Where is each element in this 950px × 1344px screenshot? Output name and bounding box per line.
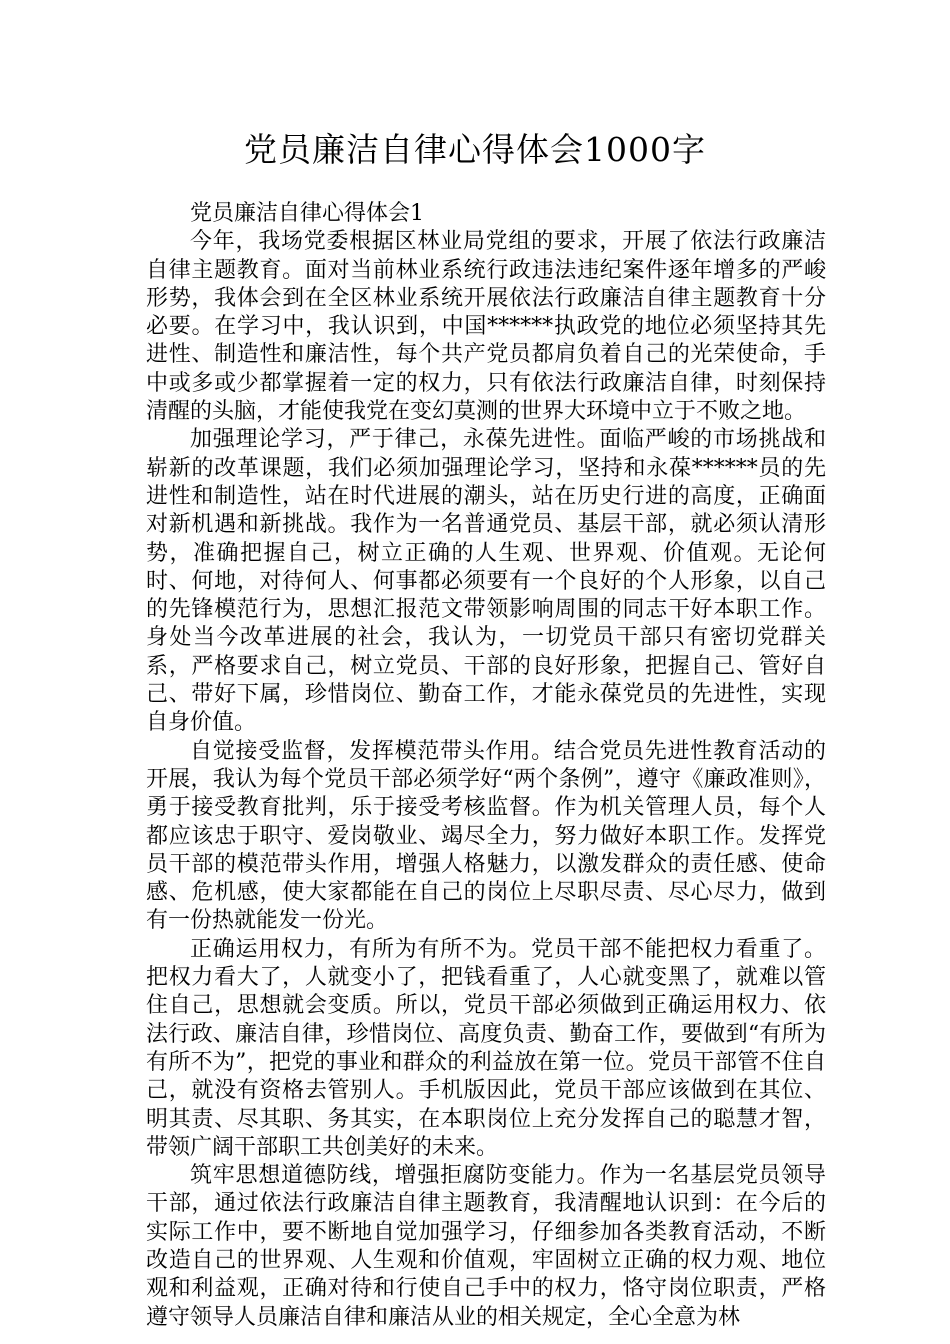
section-heading: 党员廉洁自律心得体会1	[190, 201, 424, 226]
paragraph-5: 筑牢思想道德防线，增强拒腐防变能力。作为一名基层党员领导干部，通过依法行政廉洁自律主题教育，我清醒地认识到：在今后的实际工作中，要不断地自觉加强学习，仔细参加各类教育活动，不断改造自己的世界观、人生观和价值观，牢固树立正确的权力观、地位观和利益观，正确对待和行使自己手中的权力，恪守岗位职责，严格遵守领导人员廉洁自律和廉洁从业的相关规定，全心全意为林	[146, 1163, 826, 1330]
paragraph-2: 加强理论学习，严于律己，永葆先进性。面临严峻的市场挑战和崭新的改革课题，我们必须加强理论学习，坚持和永葆******员的先进性和制造性，站在时代进展的潮头，站在历史行进的高度，正确面对新机遇和新挑战。我作为一名普通党员、基层干部，就必须认清形势，准确把握自己，树立正确的人生观、世界观、价值观。无论何时、何地，对待何人、何事都必须要有一个良好的个人形象，以自己的先锋模范行为，思想汇报范文带领影响周围的同志干好本职工作。身处当今改革进展的社会，我认为，一切党员干部只有密切党群关系，严格要求自己，树立党员、干部的良好形象，把握自己、管好自己、带好下属，珍惜岗位、勤奋工作，才能永葆党员的先进性，实现自身价值。	[146, 427, 826, 736]
document-body	[146, 200, 826, 1332]
paragraph-3: 自觉接受监督，发挥模范带头作用。结合党员先进性教育活动的开展，我认为每个党员干部必须学好“两个条例”，遵守《廉政准则》，勇于接受教育批判，乐于接受考核监督。作为机关管理人员，每个人都应该忠于职守、爱岗敬业、竭尽全力，努力做好本职工作。发挥党员干部的模范带头作用，增强人格魅力，以激发群众的责任感、使命感、危机感，使大家都能在自己的岗位上尽职尽责、尽心尽力，做到有一份热就能发一份光。	[146, 738, 826, 934]
paragraph-1: 今年，我场党委根据区林业局党组的要求，开展了依法行政廉洁自律主题教育。面对当前林业系统行政违法违纪案件逐年增多的严峻形势，我体会到在全区林业系统开展依法行政廉洁自律主题教育十分必要。在学习中，我认识到，中国******执政党的地位必须坚持其先进性、制造性和廉洁性，每个共产党员都肩负着自己的光荣使命，手中或多或少都掌握着一定的权力，只有依法行政廉洁自律，时刻保持清醒的头脑，才能使我党在变幻莫测的世界大环境中立于不败之地。	[146, 229, 826, 425]
document-title: 党员廉洁自律心得体会1000字	[244, 130, 706, 169]
paragraph-4: 正确运用权力，有所为有所不为。党员干部不能把权力看重了。把权力看大了，人就变小了，把钱看重了，人心就变黑了，就难以管住自己，思想就会变质。所以，党员干部必须做到正确运用权力、依法行政、廉洁自律，珍惜岗位、高度负责、勤奋工作，要做到“有所为有所不为”，把党的事业和群众的利益放在第一位。党员干部管不住自己，就没有资格去管别人。手机版因此，党员干部应该做到在其位、明其责、尽其职、务其实，在本职岗位上充分发挥自己的聪慧才智，带领广阔干部职工共创美好的未来。	[146, 936, 826, 1160]
